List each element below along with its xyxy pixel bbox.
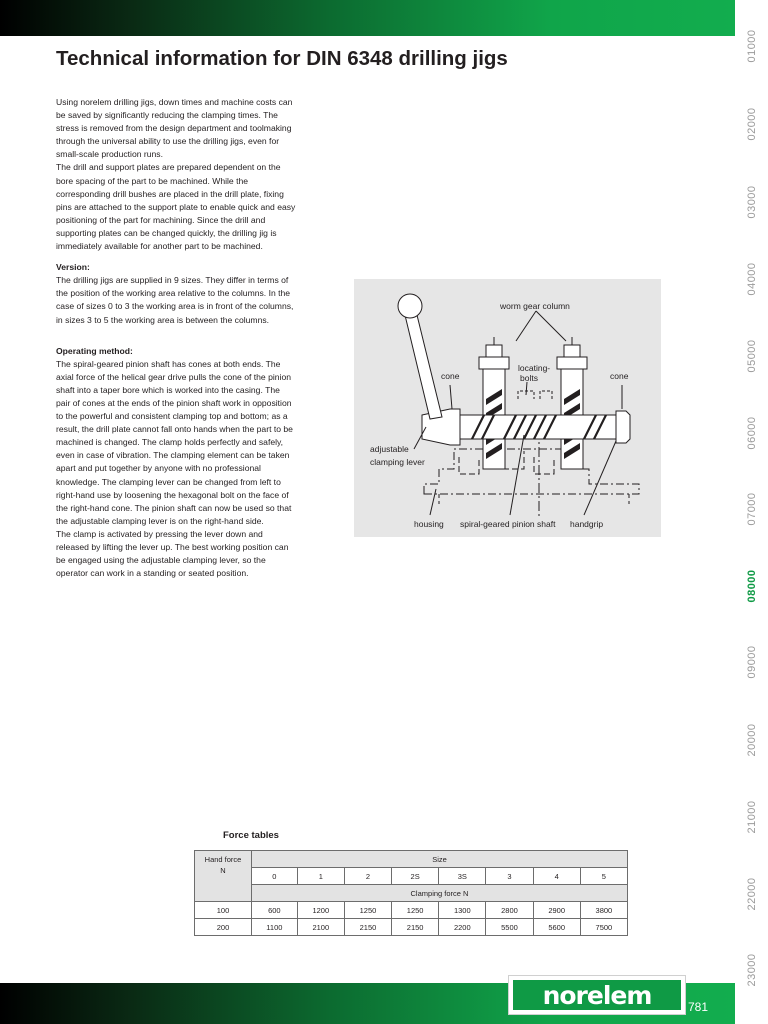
norelem-logo[interactable]	[508, 975, 686, 1015]
hand-force-cell: 200	[195, 919, 252, 936]
logo-background	[513, 980, 681, 1010]
operating-heading: Operating method:	[56, 345, 133, 356]
section-tab-05000[interactable]: 05000	[745, 339, 758, 373]
size-cell: 1	[297, 868, 344, 885]
size-cell: 2S	[392, 868, 439, 885]
table-row	[195, 885, 628, 902]
section-tab-06000[interactable]: 06000	[745, 416, 758, 450]
section-tab-07000[interactable]: 07000	[745, 492, 758, 526]
lever-ball-knob	[398, 294, 422, 318]
hand-force-header: Hand force N	[195, 851, 252, 902]
logo-text: norelem	[542, 980, 652, 1010]
version-heading: Version:	[56, 262, 90, 273]
label-adjustable-lever: clamping lever	[370, 457, 425, 467]
section-index-sidebar	[735, 0, 768, 1024]
label-worm-gear-column: worm gear column	[500, 301, 570, 311]
table-cell: 1250	[344, 902, 391, 919]
table-cell: 5600	[533, 919, 580, 936]
force-table-title: Force tables	[223, 830, 279, 841]
label-cone-left: cone	[441, 371, 460, 381]
housing-outline	[424, 449, 639, 494]
section-tab-23000[interactable]: 23000	[745, 953, 758, 987]
table-cell: 1250	[392, 902, 439, 919]
label-adjustable-lever: adjustable	[370, 444, 409, 454]
section-tab-21000[interactable]: 21000	[745, 800, 758, 834]
table-cell: 5500	[486, 919, 533, 936]
size-cell: 4	[533, 868, 580, 885]
section-tab-03000[interactable]: 03000	[745, 185, 758, 219]
table-cell: 600	[252, 902, 298, 919]
operating-paragraph: The spiral-geared pinion shaft has cones at both ends. The axial force of the helical gear drive pulls the cone of the pinion shaft into a taper bore which is worked into the casing. The pair of cones at the ends of the pinion shaft work in opposition to the powerful and consistent clamping top and bottom; as a result, the drill plate cannot fall onto hands when the part to be machined is changed. The clamp holds perfectly and safely, even in case of vibration. The clamping element can be taken apart and put together by anyone with no professional knowledge. The clamping lever can be changed from left to right-hand use by loosening the hexagonal bolt on the face of the right-hand cone. The pinion shaft can now be used so that the adjustable clamping lever is on the right-hand side.	[56, 358, 293, 526]
table-cell: 2150	[392, 919, 439, 936]
cone-right	[616, 411, 630, 443]
label-housing: housing	[414, 519, 444, 529]
hand-force-cell: 100	[195, 902, 252, 919]
operating-paragraph: The clamp is activated by pressing the lever down and released by lifting the lever up. The best working position can be engaged using the adjustable clamping lever, so the operator can work in a standing or seated position.	[56, 528, 289, 579]
section-tab-01000[interactable]: 01000	[745, 29, 758, 63]
label-handgrip: handgrip	[570, 519, 604, 529]
table-cell: 1300	[439, 902, 486, 919]
table-cell: 1200	[297, 902, 344, 919]
page-number: 781	[688, 1000, 709, 1014]
page-title: Technical information for DIN 6348 drilling jigs	[56, 47, 508, 70]
table-cell: 2150	[344, 919, 391, 936]
table-row	[195, 919, 628, 936]
table-cell: 2900	[533, 902, 580, 919]
table-cell: 2100	[297, 919, 344, 936]
size-cell: 2	[344, 868, 391, 885]
table-cell: 2800	[486, 902, 533, 919]
header-band	[0, 0, 735, 36]
size-header: Size	[252, 851, 628, 868]
table-row	[195, 868, 628, 885]
section-tab-02000[interactable]: 02000	[745, 107, 758, 141]
drilling-jig-drawing	[354, 279, 661, 537]
size-cell: 5	[580, 868, 627, 885]
table-cell: 1100	[252, 919, 298, 936]
table-row	[195, 902, 628, 919]
drilling-jig-diagram	[354, 279, 661, 537]
intro-paragraph: Using norelem drilling jigs, down times and machine costs can be saved by significantly reducing the clamping times. The stress is removed from the design department and toolmaking through the universal ability to use the drilling jigs, even for small-scale production runs.	[56, 97, 293, 160]
intro-paragraph: The drill and support plates are prepared dependent on the bore spacing of the part to be machined. While the corresponding drill bushes are placed in the drill plate, fixing pins are attached to the support plate to enable quick and easy positioning of the part for machining. Since the drill and supporting plates can be changed quickly, the drilling jig is immediately available for another part to be machined.	[56, 162, 296, 252]
size-cell: 0	[252, 868, 298, 885]
section-tab-08000[interactable]: 08000	[745, 569, 758, 603]
table-row	[195, 851, 628, 868]
label-locating-bolts: locating-	[518, 363, 551, 373]
section-tab-20000[interactable]: 20000	[745, 723, 758, 757]
version-paragraph: The drilling jigs are supplied in 9 sizes. They differ in terms of the position of the working area relative to the columns. In the case of sizes 0 to 3 the working area is in front of the columns, in sizes 3 to 5 the working area is between the columns.	[56, 275, 294, 325]
table-cell: 2200	[439, 919, 486, 936]
section-tab-09000[interactable]: 09000	[745, 645, 758, 679]
table-cell: 7500	[580, 919, 627, 936]
force-table	[194, 850, 628, 936]
label-cone-right: cone	[610, 371, 629, 381]
section-tab-04000[interactable]: 04000	[745, 262, 758, 296]
label-pinion-shaft: spiral-geared pinion shaft	[460, 519, 556, 529]
label-locating-bolts: bolts	[520, 373, 538, 383]
clamping-lever	[404, 311, 442, 419]
clamping-force-header: Clamping force N	[252, 885, 628, 902]
body-text	[56, 96, 296, 580]
size-cell: 3S	[439, 868, 486, 885]
size-cell: 3	[486, 868, 533, 885]
table-cell: 3800	[580, 902, 627, 919]
section-tab-22000[interactable]: 22000	[745, 877, 758, 911]
